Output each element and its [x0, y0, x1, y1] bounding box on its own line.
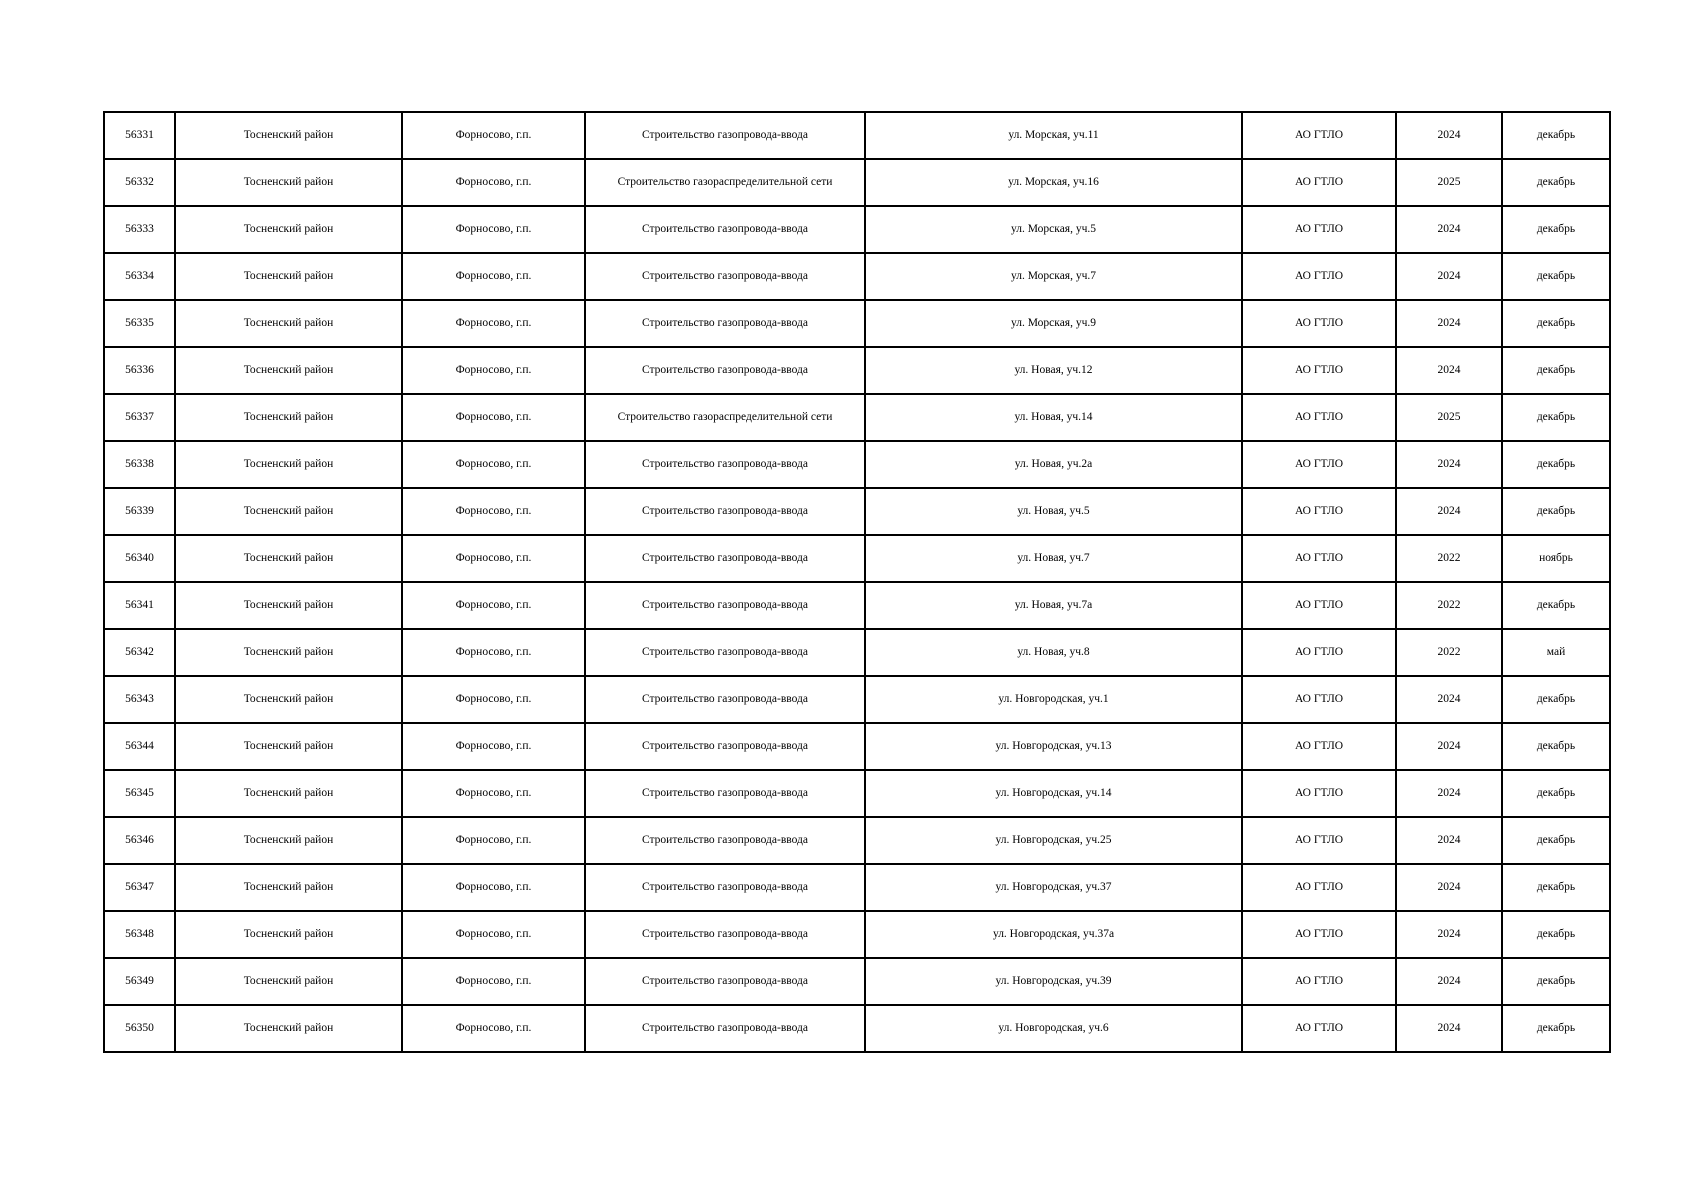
cell-month: декабрь — [1502, 864, 1610, 911]
cell-district: Тосненский район — [175, 582, 402, 629]
cell-work-type: Строительство газопровода-ввода — [585, 441, 865, 488]
cell-month: декабрь — [1502, 112, 1610, 159]
cell-organization: АО ГТЛО — [1242, 770, 1396, 817]
cell-settlement: Форносово, г.п. — [402, 723, 585, 770]
cell-work-type: Строительство газопровода-ввода — [585, 112, 865, 159]
cell-district: Тосненский район — [175, 535, 402, 582]
cell-year: 2024 — [1396, 817, 1502, 864]
cell-month: май — [1502, 629, 1610, 676]
cell-month: декабрь — [1502, 394, 1610, 441]
table-row — [104, 817, 1610, 864]
cell-address: ул. Новгородская, уч.6 — [865, 1005, 1242, 1052]
cell-work-type: Строительство газопровода-ввода — [585, 911, 865, 958]
cell-address: ул. Новая, уч.12 — [865, 347, 1242, 394]
cell-work-type: Строительство газопровода-ввода — [585, 864, 865, 911]
cell-month: декабрь — [1502, 159, 1610, 206]
cell-id: 56338 — [104, 441, 175, 488]
cell-organization: АО ГТЛО — [1242, 112, 1396, 159]
cell-id: 56348 — [104, 911, 175, 958]
cell-organization: АО ГТЛО — [1242, 629, 1396, 676]
table-row — [104, 441, 1610, 488]
cell-work-type: Строительство газопровода-ввода — [585, 582, 865, 629]
cell-id: 56347 — [104, 864, 175, 911]
cell-district: Тосненский район — [175, 723, 402, 770]
table-row — [104, 206, 1610, 253]
cell-id: 56335 — [104, 300, 175, 347]
table-row — [104, 911, 1610, 958]
cell-year: 2024 — [1396, 1005, 1502, 1052]
cell-id: 56341 — [104, 582, 175, 629]
cell-year: 2022 — [1396, 535, 1502, 582]
cell-year: 2024 — [1396, 206, 1502, 253]
cell-work-type: Строительство газопровода-ввода — [585, 488, 865, 535]
cell-year: 2024 — [1396, 112, 1502, 159]
table-row — [104, 488, 1610, 535]
cell-district: Тосненский район — [175, 817, 402, 864]
cell-settlement: Форносово, г.п. — [402, 911, 585, 958]
cell-month: декабрь — [1502, 488, 1610, 535]
cell-month: декабрь — [1502, 347, 1610, 394]
cell-month: декабрь — [1502, 770, 1610, 817]
cell-organization: АО ГТЛО — [1242, 488, 1396, 535]
cell-month: декабрь — [1502, 582, 1610, 629]
cell-month: декабрь — [1502, 676, 1610, 723]
cell-district: Тосненский район — [175, 911, 402, 958]
cell-work-type: Строительство газопровода-ввода — [585, 300, 865, 347]
cell-id: 56333 — [104, 206, 175, 253]
table-row — [104, 676, 1610, 723]
cell-organization: АО ГТЛО — [1242, 676, 1396, 723]
cell-organization: АО ГТЛО — [1242, 347, 1396, 394]
cell-work-type: Строительство газопровода-ввода — [585, 676, 865, 723]
table-row — [104, 535, 1610, 582]
table-row — [104, 347, 1610, 394]
cell-address: ул. Морская, уч.11 — [865, 112, 1242, 159]
cell-year: 2024 — [1396, 300, 1502, 347]
cell-address: ул. Морская, уч.7 — [865, 253, 1242, 300]
cell-work-type: Строительство газопровода-ввода — [585, 958, 865, 1005]
cell-organization: АО ГТЛО — [1242, 864, 1396, 911]
cell-address: ул. Новая, уч.2а — [865, 441, 1242, 488]
cell-id: 56343 — [104, 676, 175, 723]
cell-district: Тосненский район — [175, 206, 402, 253]
table-body — [104, 112, 1610, 1052]
cell-id: 56334 — [104, 253, 175, 300]
table-row — [104, 864, 1610, 911]
cell-organization: АО ГТЛО — [1242, 958, 1396, 1005]
cell-organization: АО ГТЛО — [1242, 723, 1396, 770]
cell-address: ул. Новгородская, уч.37 — [865, 864, 1242, 911]
cell-work-type: Строительство газопровода-ввода — [585, 253, 865, 300]
cell-id: 56349 — [104, 958, 175, 1005]
cell-id: 56345 — [104, 770, 175, 817]
cell-district: Тосненский район — [175, 676, 402, 723]
cell-year: 2024 — [1396, 911, 1502, 958]
cell-district: Тосненский район — [175, 159, 402, 206]
cell-month: декабрь — [1502, 911, 1610, 958]
cell-work-type: Строительство газораспределительной сети — [585, 159, 865, 206]
cell-work-type: Строительство газопровода-ввода — [585, 817, 865, 864]
cell-settlement: Форносово, г.п. — [402, 582, 585, 629]
table-row — [104, 394, 1610, 441]
cell-address: ул. Новая, уч.14 — [865, 394, 1242, 441]
cell-district: Тосненский район — [175, 253, 402, 300]
cell-address: ул. Новая, уч.8 — [865, 629, 1242, 676]
cell-address: ул. Новая, уч.7 — [865, 535, 1242, 582]
cell-organization: АО ГТЛО — [1242, 911, 1396, 958]
cell-district: Тосненский район — [175, 112, 402, 159]
cell-settlement: Форносово, г.п. — [402, 441, 585, 488]
table-row — [104, 582, 1610, 629]
cell-work-type: Строительство газораспределительной сети — [585, 394, 865, 441]
cell-district: Тосненский район — [175, 488, 402, 535]
cell-year: 2024 — [1396, 253, 1502, 300]
table-row — [104, 1005, 1610, 1052]
cell-settlement: Форносово, г.п. — [402, 394, 585, 441]
cell-organization: АО ГТЛО — [1242, 441, 1396, 488]
cell-id: 56350 — [104, 1005, 175, 1052]
cell-settlement: Форносово, г.п. — [402, 300, 585, 347]
cell-address: ул. Новгородская, уч.13 — [865, 723, 1242, 770]
cell-district: Тосненский район — [175, 347, 402, 394]
cell-settlement: Форносово, г.п. — [402, 958, 585, 1005]
cell-settlement: Форносово, г.п. — [402, 629, 585, 676]
cell-year: 2025 — [1396, 394, 1502, 441]
cell-address: ул. Морская, уч.5 — [865, 206, 1242, 253]
table-row — [104, 112, 1610, 159]
gas-connection-table — [103, 111, 1611, 1053]
cell-district: Тосненский район — [175, 958, 402, 1005]
table-row — [104, 300, 1610, 347]
cell-settlement: Форносово, г.п. — [402, 1005, 585, 1052]
cell-address: ул. Морская, уч.9 — [865, 300, 1242, 347]
cell-work-type: Строительство газопровода-ввода — [585, 770, 865, 817]
cell-work-type: Строительство газопровода-ввода — [585, 1005, 865, 1052]
cell-district: Тосненский район — [175, 864, 402, 911]
table-row — [104, 958, 1610, 1005]
cell-district: Тосненский район — [175, 629, 402, 676]
cell-address: ул. Новгородская, уч.1 — [865, 676, 1242, 723]
cell-id: 56340 — [104, 535, 175, 582]
table-row — [104, 770, 1610, 817]
table-row — [104, 723, 1610, 770]
cell-month: ноябрь — [1502, 535, 1610, 582]
cell-district: Тосненский район — [175, 1005, 402, 1052]
cell-district: Тосненский район — [175, 300, 402, 347]
cell-id: 56337 — [104, 394, 175, 441]
cell-district: Тосненский район — [175, 441, 402, 488]
cell-id: 56332 — [104, 159, 175, 206]
cell-organization: АО ГТЛО — [1242, 206, 1396, 253]
cell-organization: АО ГТЛО — [1242, 817, 1396, 864]
cell-organization: АО ГТЛО — [1242, 535, 1396, 582]
cell-address: ул. Морская, уч.16 — [865, 159, 1242, 206]
cell-organization: АО ГТЛО — [1242, 300, 1396, 347]
cell-work-type: Строительство газопровода-ввода — [585, 723, 865, 770]
cell-organization: АО ГТЛО — [1242, 582, 1396, 629]
cell-month: декабрь — [1502, 253, 1610, 300]
cell-work-type: Строительство газопровода-ввода — [585, 629, 865, 676]
table-row — [104, 629, 1610, 676]
cell-id: 56336 — [104, 347, 175, 394]
cell-settlement: Форносово, г.п. — [402, 253, 585, 300]
cell-id: 56344 — [104, 723, 175, 770]
cell-year: 2024 — [1396, 958, 1502, 1005]
cell-id: 56339 — [104, 488, 175, 535]
cell-month: декабрь — [1502, 300, 1610, 347]
table-row — [104, 159, 1610, 206]
cell-address: ул. Новгородская, уч.25 — [865, 817, 1242, 864]
cell-id: 56346 — [104, 817, 175, 864]
cell-month: декабрь — [1502, 723, 1610, 770]
cell-address: ул. Новая, уч.5 — [865, 488, 1242, 535]
cell-settlement: Форносово, г.п. — [402, 347, 585, 394]
cell-year: 2024 — [1396, 347, 1502, 394]
cell-year: 2022 — [1396, 629, 1502, 676]
cell-work-type: Строительство газопровода-ввода — [585, 347, 865, 394]
cell-year: 2024 — [1396, 676, 1502, 723]
cell-work-type: Строительство газопровода-ввода — [585, 535, 865, 582]
cell-settlement: Форносово, г.п. — [402, 112, 585, 159]
cell-address: ул. Новгородская, уч.14 — [865, 770, 1242, 817]
cell-year: 2024 — [1396, 770, 1502, 817]
cell-settlement: Форносово, г.п. — [402, 159, 585, 206]
cell-year: 2024 — [1396, 864, 1502, 911]
cell-settlement: Форносово, г.п. — [402, 770, 585, 817]
cell-work-type: Строительство газопровода-ввода — [585, 206, 865, 253]
cell-address: ул. Новгородская, уч.39 — [865, 958, 1242, 1005]
cell-settlement: Форносово, г.п. — [402, 676, 585, 723]
cell-district: Тосненский район — [175, 770, 402, 817]
table-row — [104, 253, 1610, 300]
cell-month: декабрь — [1502, 206, 1610, 253]
cell-settlement: Форносово, г.п. — [402, 864, 585, 911]
cell-settlement: Форносово, г.п. — [402, 206, 585, 253]
cell-month: декабрь — [1502, 441, 1610, 488]
cell-organization: АО ГТЛО — [1242, 159, 1396, 206]
cell-settlement: Форносово, г.п. — [402, 817, 585, 864]
cell-district: Тосненский район — [175, 394, 402, 441]
cell-year: 2024 — [1396, 441, 1502, 488]
cell-organization: АО ГТЛО — [1242, 394, 1396, 441]
cell-settlement: Форносово, г.п. — [402, 488, 585, 535]
cell-month: декабрь — [1502, 958, 1610, 1005]
cell-settlement: Форносово, г.п. — [402, 535, 585, 582]
cell-year: 2024 — [1396, 723, 1502, 770]
cell-month: декабрь — [1502, 817, 1610, 864]
cell-year: 2022 — [1396, 582, 1502, 629]
cell-organization: АО ГТЛО — [1242, 1005, 1396, 1052]
cell-year: 2024 — [1396, 488, 1502, 535]
cell-address: ул. Новгородская, уч.37а — [865, 911, 1242, 958]
cell-address: ул. Новая, уч.7а — [865, 582, 1242, 629]
cell-year: 2025 — [1396, 159, 1502, 206]
cell-id: 56331 — [104, 112, 175, 159]
cell-id: 56342 — [104, 629, 175, 676]
cell-organization: АО ГТЛО — [1242, 253, 1396, 300]
cell-month: декабрь — [1502, 1005, 1610, 1052]
